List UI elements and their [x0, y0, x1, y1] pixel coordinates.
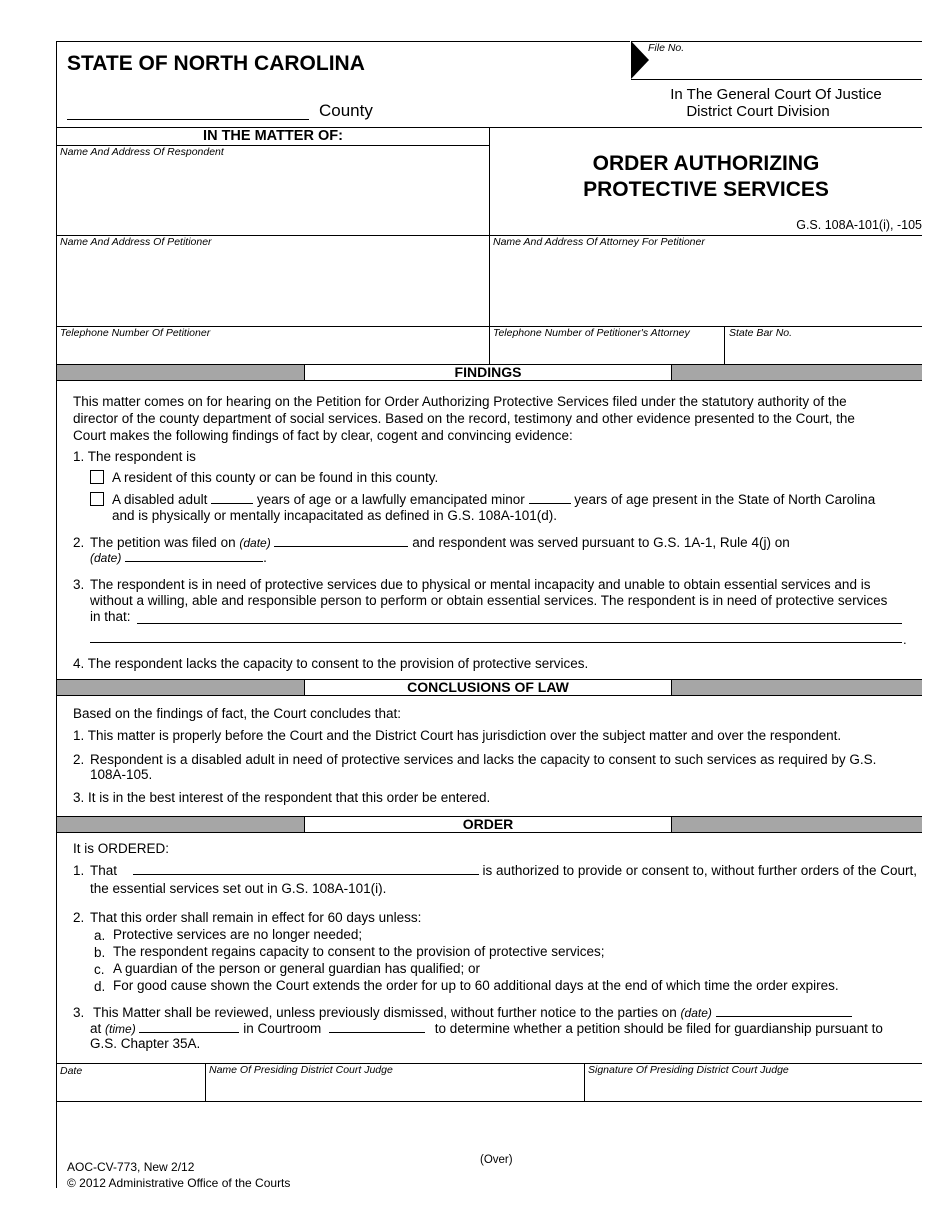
finding-1: 1. The respondent is: [73, 449, 196, 464]
order-3-number: 3.: [73, 1005, 85, 1020]
finding-3-line-2: without a willing, able and responsible person to perform or obtain essential services. The respondent is in need of protective services: [90, 593, 888, 608]
state-title: STATE OF NORTH CAROLINA: [67, 52, 365, 75]
judge-name-label: Name Of Presiding District Court Judge: [209, 1064, 393, 1076]
petitioner-field[interactable]: [57, 250, 488, 325]
resident-option-text: A resident of this county or can be found in this county.: [112, 470, 439, 485]
order-heading: ORDER: [304, 816, 672, 833]
need-explanation-period: .: [903, 632, 907, 647]
conclusion-2-number: 2.: [73, 752, 85, 767]
attorney-phone-field[interactable]: [490, 341, 723, 363]
present-in-state-text: years of age present in the State of North Carolina: [574, 492, 876, 507]
date-field[interactable]: [57, 1078, 204, 1100]
served-date-field[interactable]: [125, 550, 263, 562]
need-explanation-field-1[interactable]: [137, 623, 902, 624]
minor-age-field[interactable]: [529, 492, 571, 504]
order-1-line-1: [90, 862, 917, 879]
bar-no-field[interactable]: [725, 341, 921, 363]
order-banner: [57, 816, 922, 833]
county-name-line[interactable]: [67, 119, 309, 120]
findings-intro-3: Court makes the following findings of fact by clear, cogent and convincing evidence:: [73, 428, 573, 443]
order-2a-letter: a.: [94, 928, 106, 943]
conclusions-intro: Based on the findings of fact, the Court concludes that:: [73, 706, 401, 721]
order-1-line-2: the essential services set out in G.S. 108A-101(i).: [90, 881, 387, 896]
at-text: at: [90, 1021, 102, 1036]
petitioner-phone-label: Telephone Number Of Petitioner: [60, 327, 211, 339]
review-time-field[interactable]: [139, 1021, 239, 1033]
conclusion-2-line-2: 108A-105.: [90, 767, 153, 782]
attorney-field[interactable]: [490, 250, 921, 325]
findings-intro-2: director of the county department of social services. Based on the record, testimony and other evidence presented to the Court, the: [73, 411, 855, 426]
finding-2-line-2: (date) .: [90, 550, 267, 565]
signature-top-line: [56, 1063, 922, 1064]
finding-3-line-1: The respondent is in need of protective services due to physical or mental incapacity and unable to obtain essential services and is: [90, 577, 871, 592]
finding-3-line-3: in that:: [90, 609, 131, 624]
statute-reference: G.S. 108A-101(i), -105: [796, 218, 922, 232]
bar-no-label: State Bar No.: [729, 327, 793, 339]
findings-intro-1: This matter comes on for hearing on the Petition for Order Authorizing Protective Services filed under the statutory authority of the: [73, 394, 847, 409]
order-1-authorized-text: is authorized to provide or consent to, without further orders of the Court,: [482, 863, 918, 878]
adult-age-field[interactable]: [211, 492, 253, 504]
review-text: This Matter shall be reviewed, unless previously dismissed, without further notice to the parties on: [93, 1005, 677, 1020]
finding-4: 4. The respondent lacks the capacity to consent to the provision of protective services.: [73, 656, 589, 671]
guardianship-text: to determine whether a petition should be filed for guardianship pursuant to: [434, 1021, 883, 1036]
order-2d-text: For good cause shown the Court extends the order for up to 60 additional days at the end of which time the order expires.: [113, 978, 839, 993]
respondent-field[interactable]: [57, 160, 488, 234]
disabled-adult-option: [112, 491, 875, 508]
respondent-label: Name And Address Of Respondent: [60, 146, 224, 158]
review-date-label: (date): [680, 1006, 712, 1020]
judge-signature-field[interactable]: [585, 1078, 921, 1100]
attorney-phone-label: Telephone Number of Petitioner's Attorney: [493, 327, 690, 339]
order-2d-letter: d.: [94, 979, 106, 994]
order-3-line-2: [90, 1020, 883, 1038]
court-line-1: In The General Court Of Justice: [670, 86, 882, 103]
judge-name-field[interactable]: [206, 1078, 583, 1100]
form-number: AOC-CV-773, New 2/12: [67, 1160, 195, 1174]
conclusion-1: 1. This matter is properly before the Court and the District Court has jurisdiction over the subject matter and over the respondent.: [73, 728, 842, 743]
disabled-adult-text: A disabled adult: [112, 492, 208, 507]
conclusion-2-line-1: Respondent is a disabled adult in need of protective services and lacks the capacity to consent to such services as required by G.S.: [90, 752, 877, 767]
resident-checkbox[interactable]: [90, 470, 104, 484]
attorney-label: Name And Address Of Attorney For Petitioner: [493, 236, 705, 248]
conclusions-heading: CONCLUSIONS OF LAW: [304, 679, 672, 696]
order-3-line-3: G.S. Chapter 35A.: [90, 1036, 201, 1051]
order-2c-text: A guardian of the person or general guardian has qualified; or: [113, 961, 481, 976]
courtroom-field[interactable]: [329, 1021, 425, 1033]
signature-bottom-line: [56, 1101, 922, 1102]
finding-3-number: 3.: [73, 577, 85, 592]
findings-heading: FINDINGS: [304, 364, 672, 381]
courtroom-text: in Courtroom: [243, 1021, 322, 1036]
served-text: and respondent was served pursuant to G.S. 1A-1, Rule 4(j) on: [412, 535, 790, 550]
disabled-adult-checkbox[interactable]: [90, 492, 104, 506]
finding-2-number: 2.: [73, 535, 85, 550]
copyright: © 2012 Administrative Office of the Courts: [67, 1176, 291, 1190]
conclusion-3: 3. It is in the best interest of the respondent that this order be entered.: [73, 790, 491, 805]
file-no-label: File No.: [648, 42, 685, 54]
date-label: Date: [60, 1065, 83, 1077]
order-1-number: 1.: [73, 863, 85, 878]
petition-date-label: (date): [239, 536, 271, 550]
county-label: County: [319, 101, 373, 120]
order-2-number: 2.: [73, 910, 85, 925]
minor-text: years of age or a lawfully emancipated minor: [256, 492, 525, 507]
matter-title: IN THE MATTER OF:: [203, 128, 343, 144]
findings-banner: [57, 364, 922, 381]
petition-date-field[interactable]: [274, 535, 408, 547]
order-intro: It is ORDERED:: [73, 841, 170, 856]
conclusions-banner: [57, 679, 922, 696]
petitioner-label: Name And Address Of Petitioner: [60, 236, 212, 248]
petition-filed-text: The petition was filed on: [90, 535, 236, 550]
form-title-line-2: PROTECTIVE SERVICES: [583, 178, 829, 201]
time-label: (time): [105, 1022, 136, 1036]
served-date-label: (date): [90, 551, 122, 565]
review-date-field[interactable]: [716, 1005, 852, 1017]
over-indicator: (Over): [480, 1154, 513, 1166]
file-no-top-line: [631, 41, 922, 42]
order-2b-letter: b.: [94, 945, 106, 960]
order-2-text: That this order shall remain in effect for 60 days unless:: [90, 910, 422, 925]
court-line-2: District Court Division: [686, 103, 830, 120]
form-title-line-1: ORDER AUTHORIZING: [592, 152, 820, 175]
file-no-field[interactable]: [631, 79, 922, 80]
order-1-that: That: [90, 863, 118, 878]
top-border: [56, 41, 630, 42]
need-explanation-field-2[interactable]: [90, 642, 902, 643]
order-2b-text: The respondent regains capacity to consent to the provision of protective services;: [113, 944, 605, 959]
incapacitated-text: and is physically or mentally incapacitated as defined in G.S. 108A-101(d).: [112, 508, 557, 523]
authorized-person-field[interactable]: [133, 863, 479, 875]
judge-signature-label: Signature Of Presiding District Court Judge: [588, 1064, 789, 1076]
order-2a-text: Protective services are no longer needed;: [113, 927, 363, 942]
petitioner-phone-field[interactable]: [57, 341, 488, 363]
order-2c-letter: c.: [94, 962, 105, 977]
